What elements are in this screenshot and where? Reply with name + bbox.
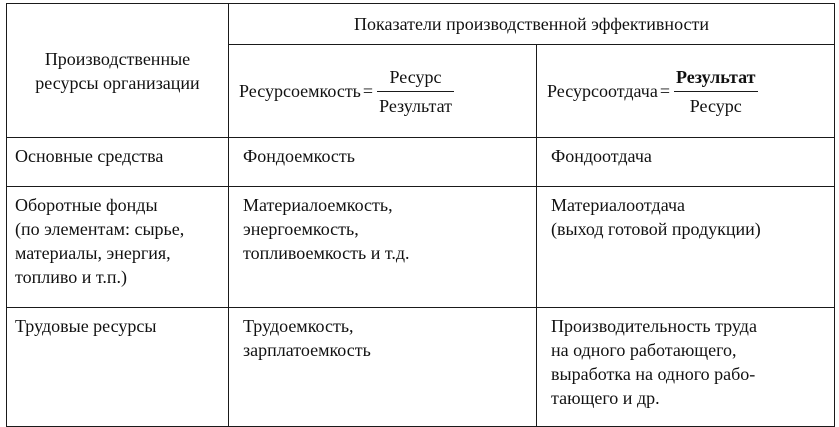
intensity-cell <box>229 308 537 427</box>
formula-intensity-equals: = <box>362 81 374 101</box>
formula-intensity-numerator: Ресурс <box>389 66 442 87</box>
resource-line: (по элементам: сырье, <box>15 219 185 239</box>
formula-intensity-fraction <box>377 65 454 118</box>
resource-line: Оборотные фонды <box>15 195 158 215</box>
intensity-line: зарплатоемкость <box>243 340 371 360</box>
table-row <box>7 138 835 187</box>
formula-intensity <box>239 65 526 118</box>
formula-intensity-term: Ресурсоемкость <box>239 81 361 101</box>
formula-return-fraction <box>674 65 758 118</box>
table-row <box>7 308 835 427</box>
resource-cell <box>7 308 229 427</box>
formula-intensity-denominator: Результат <box>379 95 452 116</box>
header-indicators-cell <box>229 4 835 45</box>
resource-line: топливо и т.п.) <box>15 267 128 287</box>
return-line: на одного работающего, <box>551 340 737 360</box>
header-resources-label: Производственные ресурсы организации <box>35 48 200 93</box>
formula-return <box>547 65 824 118</box>
resource-cell <box>7 138 229 187</box>
return-line: Производительность труда <box>551 316 757 336</box>
table-header-row <box>7 4 835 45</box>
intensity-line: Материалоемкость, <box>243 195 393 215</box>
return-line: тающего и др. <box>551 388 660 408</box>
formula-return-cell <box>537 45 835 138</box>
header-resources-cell <box>7 4 229 138</box>
intensity-label: Фондоемкость <box>243 146 355 166</box>
formula-intensity-cell <box>229 45 537 138</box>
indicators-table <box>6 3 835 427</box>
return-line: (выход готовой продукции) <box>551 219 761 239</box>
return-label: Фондоотдача <box>551 146 652 166</box>
formula-return-equals: = <box>659 81 670 101</box>
intensity-line: топливоемкость и т.д. <box>243 243 410 263</box>
table-row <box>7 187 835 308</box>
return-cell <box>537 138 835 187</box>
resource-line: материалы, энергия, <box>15 243 171 263</box>
return-cell <box>537 187 835 308</box>
return-cell <box>537 308 835 427</box>
intensity-line: Трудоемкость, <box>243 316 354 336</box>
formula-return-numerator: Результат <box>675 66 756 87</box>
formula-return-term: Ресурсоотдача <box>547 81 658 101</box>
intensity-line: энергоемкость, <box>243 219 359 239</box>
return-line: выработка на одного рабо- <box>551 364 756 384</box>
resource-label: Основные средства <box>15 146 164 166</box>
return-line: Материалоотдача <box>551 195 686 215</box>
header-indicators-label: Показатели производственной эффективности <box>354 14 709 34</box>
intensity-cell <box>229 187 537 308</box>
intensity-cell <box>229 138 537 187</box>
resource-cell <box>7 187 229 308</box>
resource-label: Трудовые ресурсы <box>15 316 157 336</box>
formula-return-denominator: Ресурс <box>689 95 742 116</box>
